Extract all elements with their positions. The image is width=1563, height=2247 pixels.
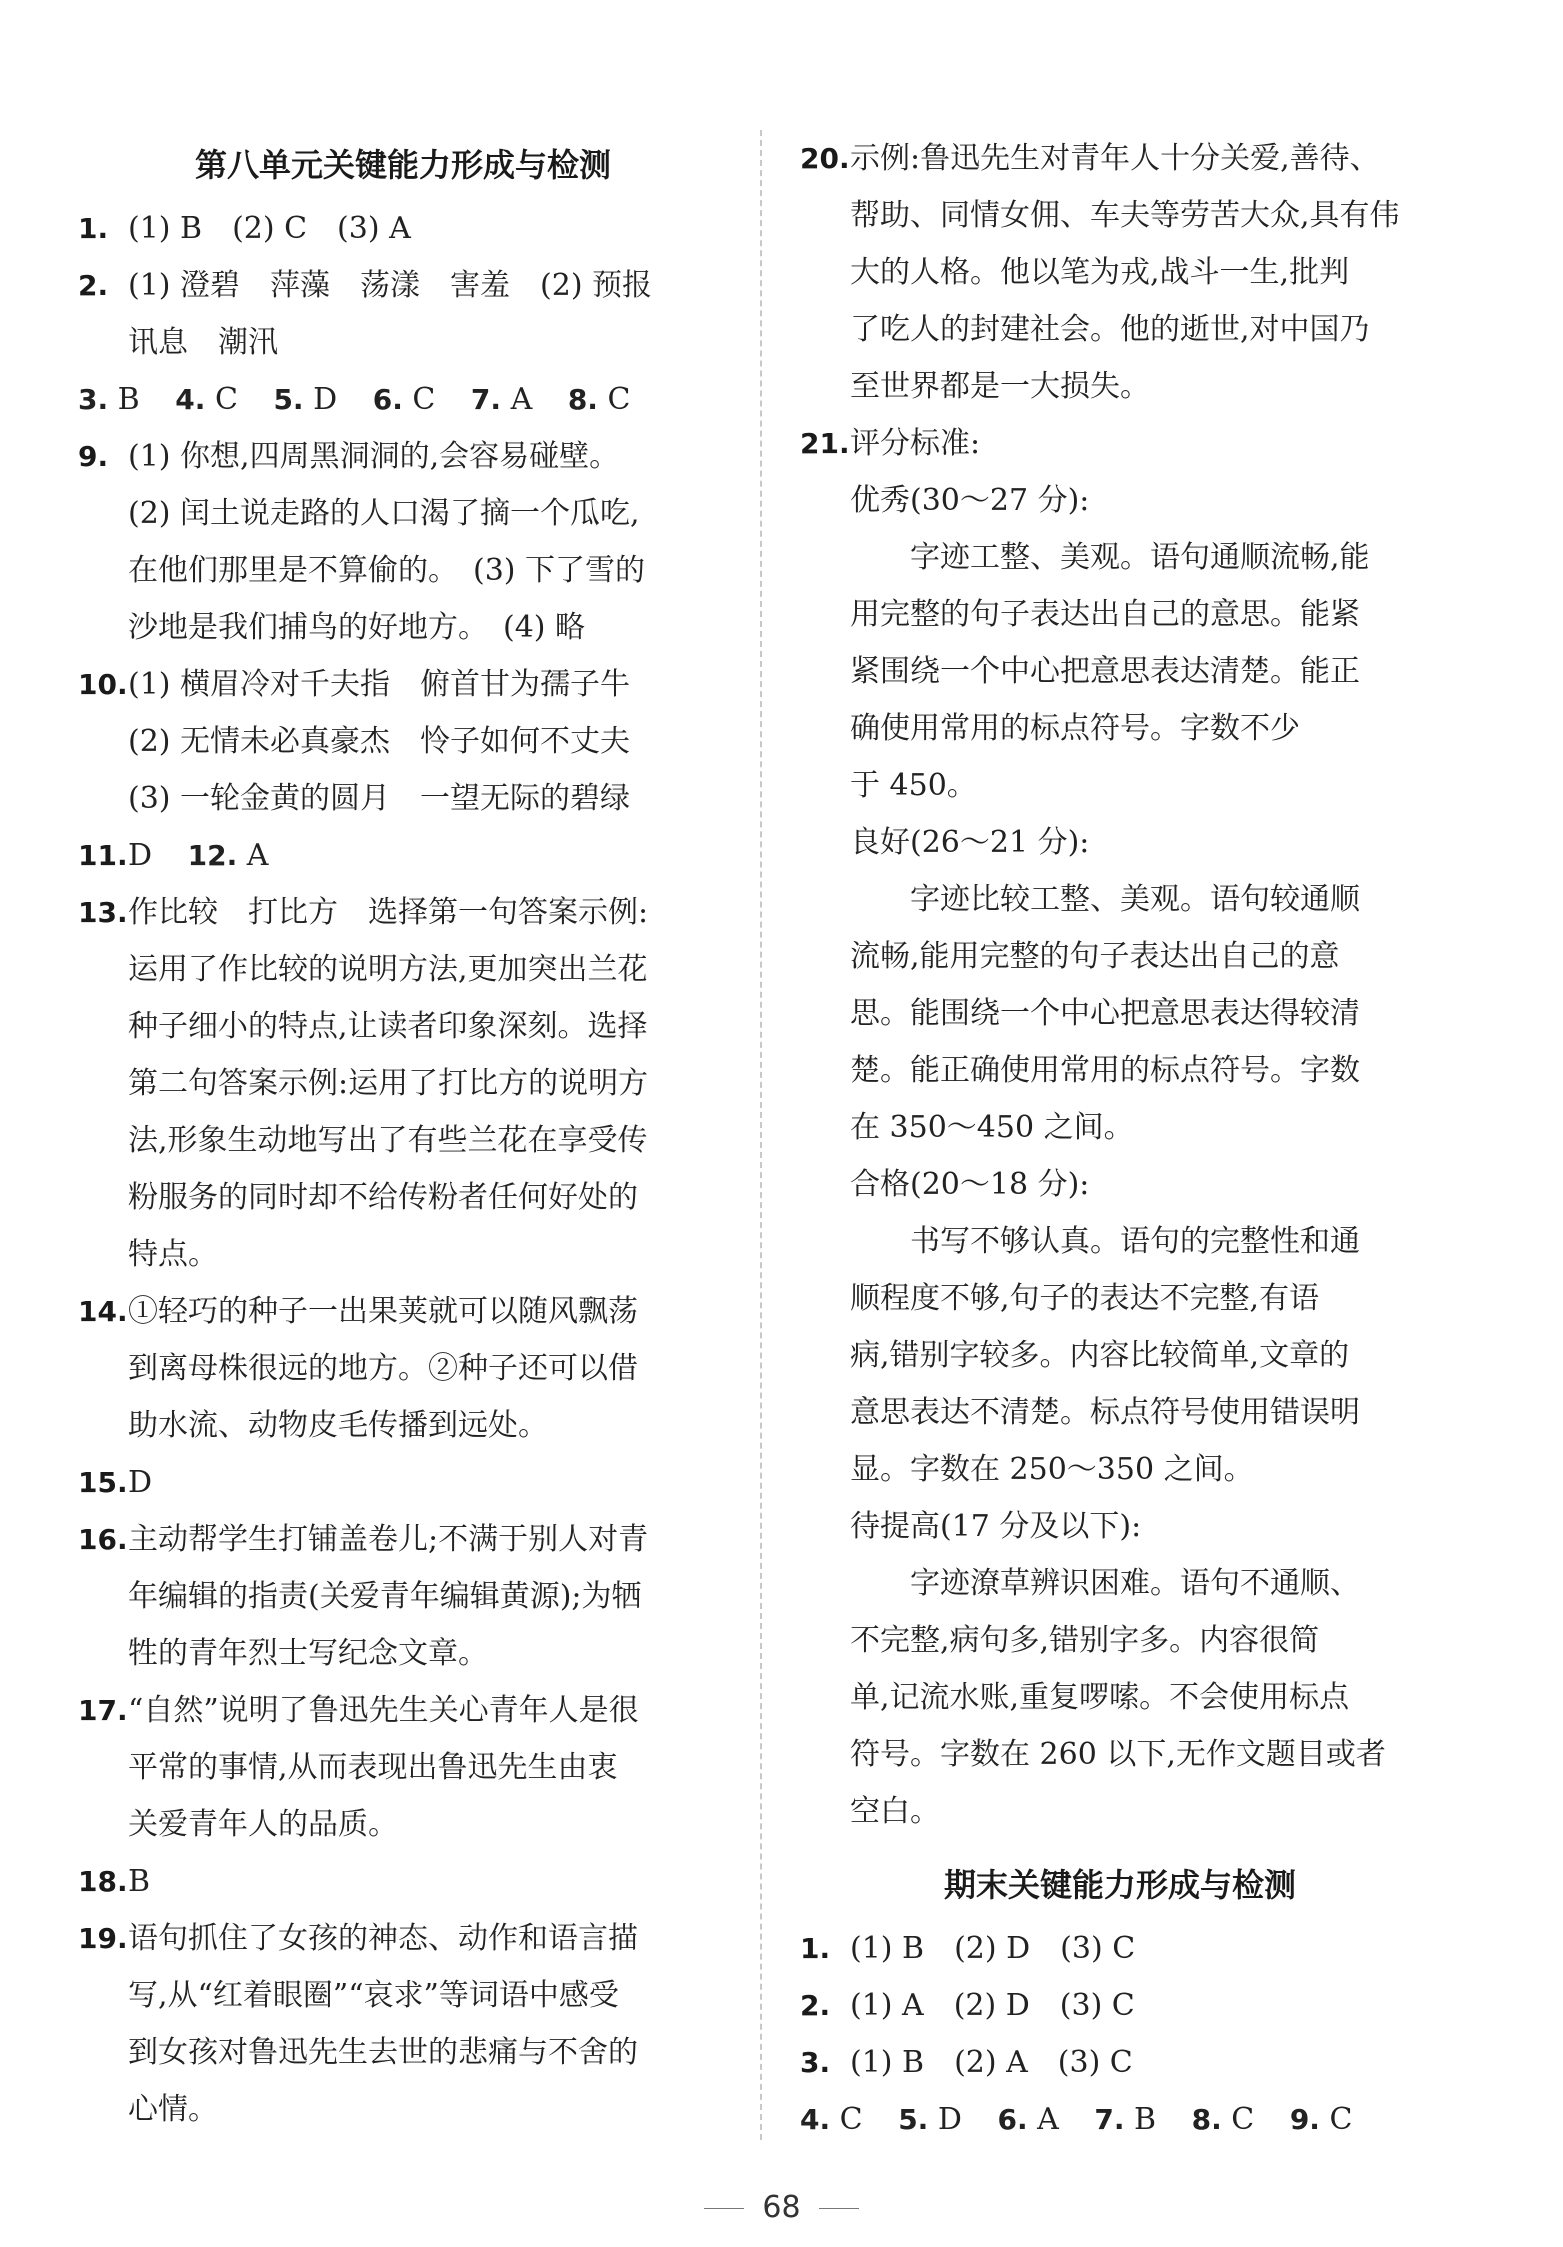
page-number: 68	[762, 2190, 801, 2225]
page-number-footer	[0, 2190, 1563, 2225]
section-title-final: 期末关键能力形成与检测	[943, 1866, 1296, 1904]
answer-14: 14. ①轻巧的种子一出果荚就可以随风飘荡 到离母株很远的地方。②种子还可以借 助水流、动物皮毛传播到远处。	[78, 1294, 638, 1443]
answer-20: 20. 示例:鲁迅先生对青年人十分关爱,善待、 帮助、同情女佣、车夫等劳苦大众,具有伟 大的人格。他以笔为戎,战斗一生,批判 了吃人的封建社会。他的逝世,对中国乃 至世界都是一大损失。	[800, 141, 1400, 404]
answer-13: 13. 作比较 打比方 选择第一句答案示例: 运用了作比较的说明方法,更加突出兰花 种子细小的特点,让读者印象深刻。选择 第二句答案示例:运用了打比方的说明方 法,形象生动地写出了有些兰花在享受传 粉服务的同时却不给传粉者任何好处的 特点。	[78, 895, 649, 1272]
left-column	[78, 130, 728, 2138]
grade-good-label: 良好(26～21 分):	[850, 825, 1090, 860]
answer-17: 17. “自然”说明了鲁迅先生关心青年人是很 平常的事情,从而表现出鲁迅先生由衷 关爱青年人的品质。	[78, 1693, 639, 1842]
answer-21: 21. 评分标准: 优秀(30～27 分): 字迹工整、美观。语句通顺流畅,能 用完整的句子表达出自己的意思。能紧 紧围绕一个中心把意思表达清楚。能正 确使用常用的标点符号。字数不少 于 450。 良好(26～21 分): 字迹比较工整、美观。语句较通顺 流畅,能用完整的句子表达出自己的意 思。能围绕一个中心把意思表达得较清 楚。能正确使用常用的标点符号。字数 在 350～450 之间。 合格(20～18 分): 书写不够认真。语句的完整性和通 顺程度不够,句子的表达不完整,有语 病,错别字较多。内容比较简单,文章的 意思表达不清楚。标点符号使用错误明 显。字数在 250～350 之间。 待提高(17 分及以下): 字迹潦草辨识困难。语句不通顺、 不完整,病句多,错别字多。内容很简 单,记流水账,重复啰嗦。不会使用标点 符号。字数在 260 以下,无作文题目或者 空白。	[800, 415, 1440, 1840]
grade-pass-label: 合格(20～18 分):	[850, 1167, 1090, 1202]
answers-11-12: 11. D 12. A	[78, 838, 269, 873]
section-title-unit8: 第八单元关键能力形成与检测	[194, 146, 611, 184]
final-answer-3: 3. (1) B (2) A (3) C	[800, 2045, 1133, 2080]
answer-9: 9. (1) 你想,四周黑洞洞的,会容易碰壁。 (2) 闰土说走路的人口渴了摘一个瓜吃, 在他们那里是不算偷的。 (3) 下了雪的 沙地是我们捕鸟的好地方。 (4) 略	[78, 439, 646, 645]
right-column	[800, 130, 1440, 2148]
footer-dash-left	[704, 2208, 744, 2209]
answer-1: 1. (1) B (2) C (3) A	[78, 211, 411, 246]
answer-18: 18. B	[78, 1864, 151, 1899]
column-divider	[760, 130, 762, 2140]
answer-10: 10. (1) 横眉冷对千夫指 俯首甘为孺子牛 (2) 无情未必真豪杰 怜子如何不丈夫 (3) 一轮金黄的圆月 一望无际的碧绿	[78, 667, 631, 816]
final-answer-1: 1. (1) B (2) D (3) C	[800, 1931, 1136, 1966]
answer-15: 15. D	[78, 1465, 153, 1500]
final-answers-4-to-9: 4. C 5. D 6. A 7. B 8. C 9. C	[800, 2102, 1353, 2137]
footer-dash-right	[819, 2208, 859, 2209]
grade-excellent-label: 优秀(30～27 分):	[850, 483, 1090, 518]
answer-16: 16. 主动帮学生打铺盖卷儿;不满于别人对青 年编辑的指责(关爱青年编辑黄源);为牺 牲的青年烈士写纪念文章。	[78, 1522, 649, 1671]
answers-3-to-8: 3. B 4. C 5. D 6. C 7. A 8. C	[78, 382, 631, 417]
grade-improve-label: 待提高(17 分及以下):	[850, 1509, 1142, 1544]
answer-2: 2. (1) 澄碧 萍藻 荡漾 害羞 (2) 预报 讯息 潮汛	[78, 268, 653, 360]
answer-19: 19. 语句抓住了女孩的神态、动作和语言描 写,从“红着眼圈”“哀求”等词语中感受 到女孩对鲁迅先生去世的悲痛与不舍的 心情。	[78, 1921, 638, 2127]
final-answer-2: 2. (1) A (2) D (3) C	[800, 1988, 1135, 2023]
